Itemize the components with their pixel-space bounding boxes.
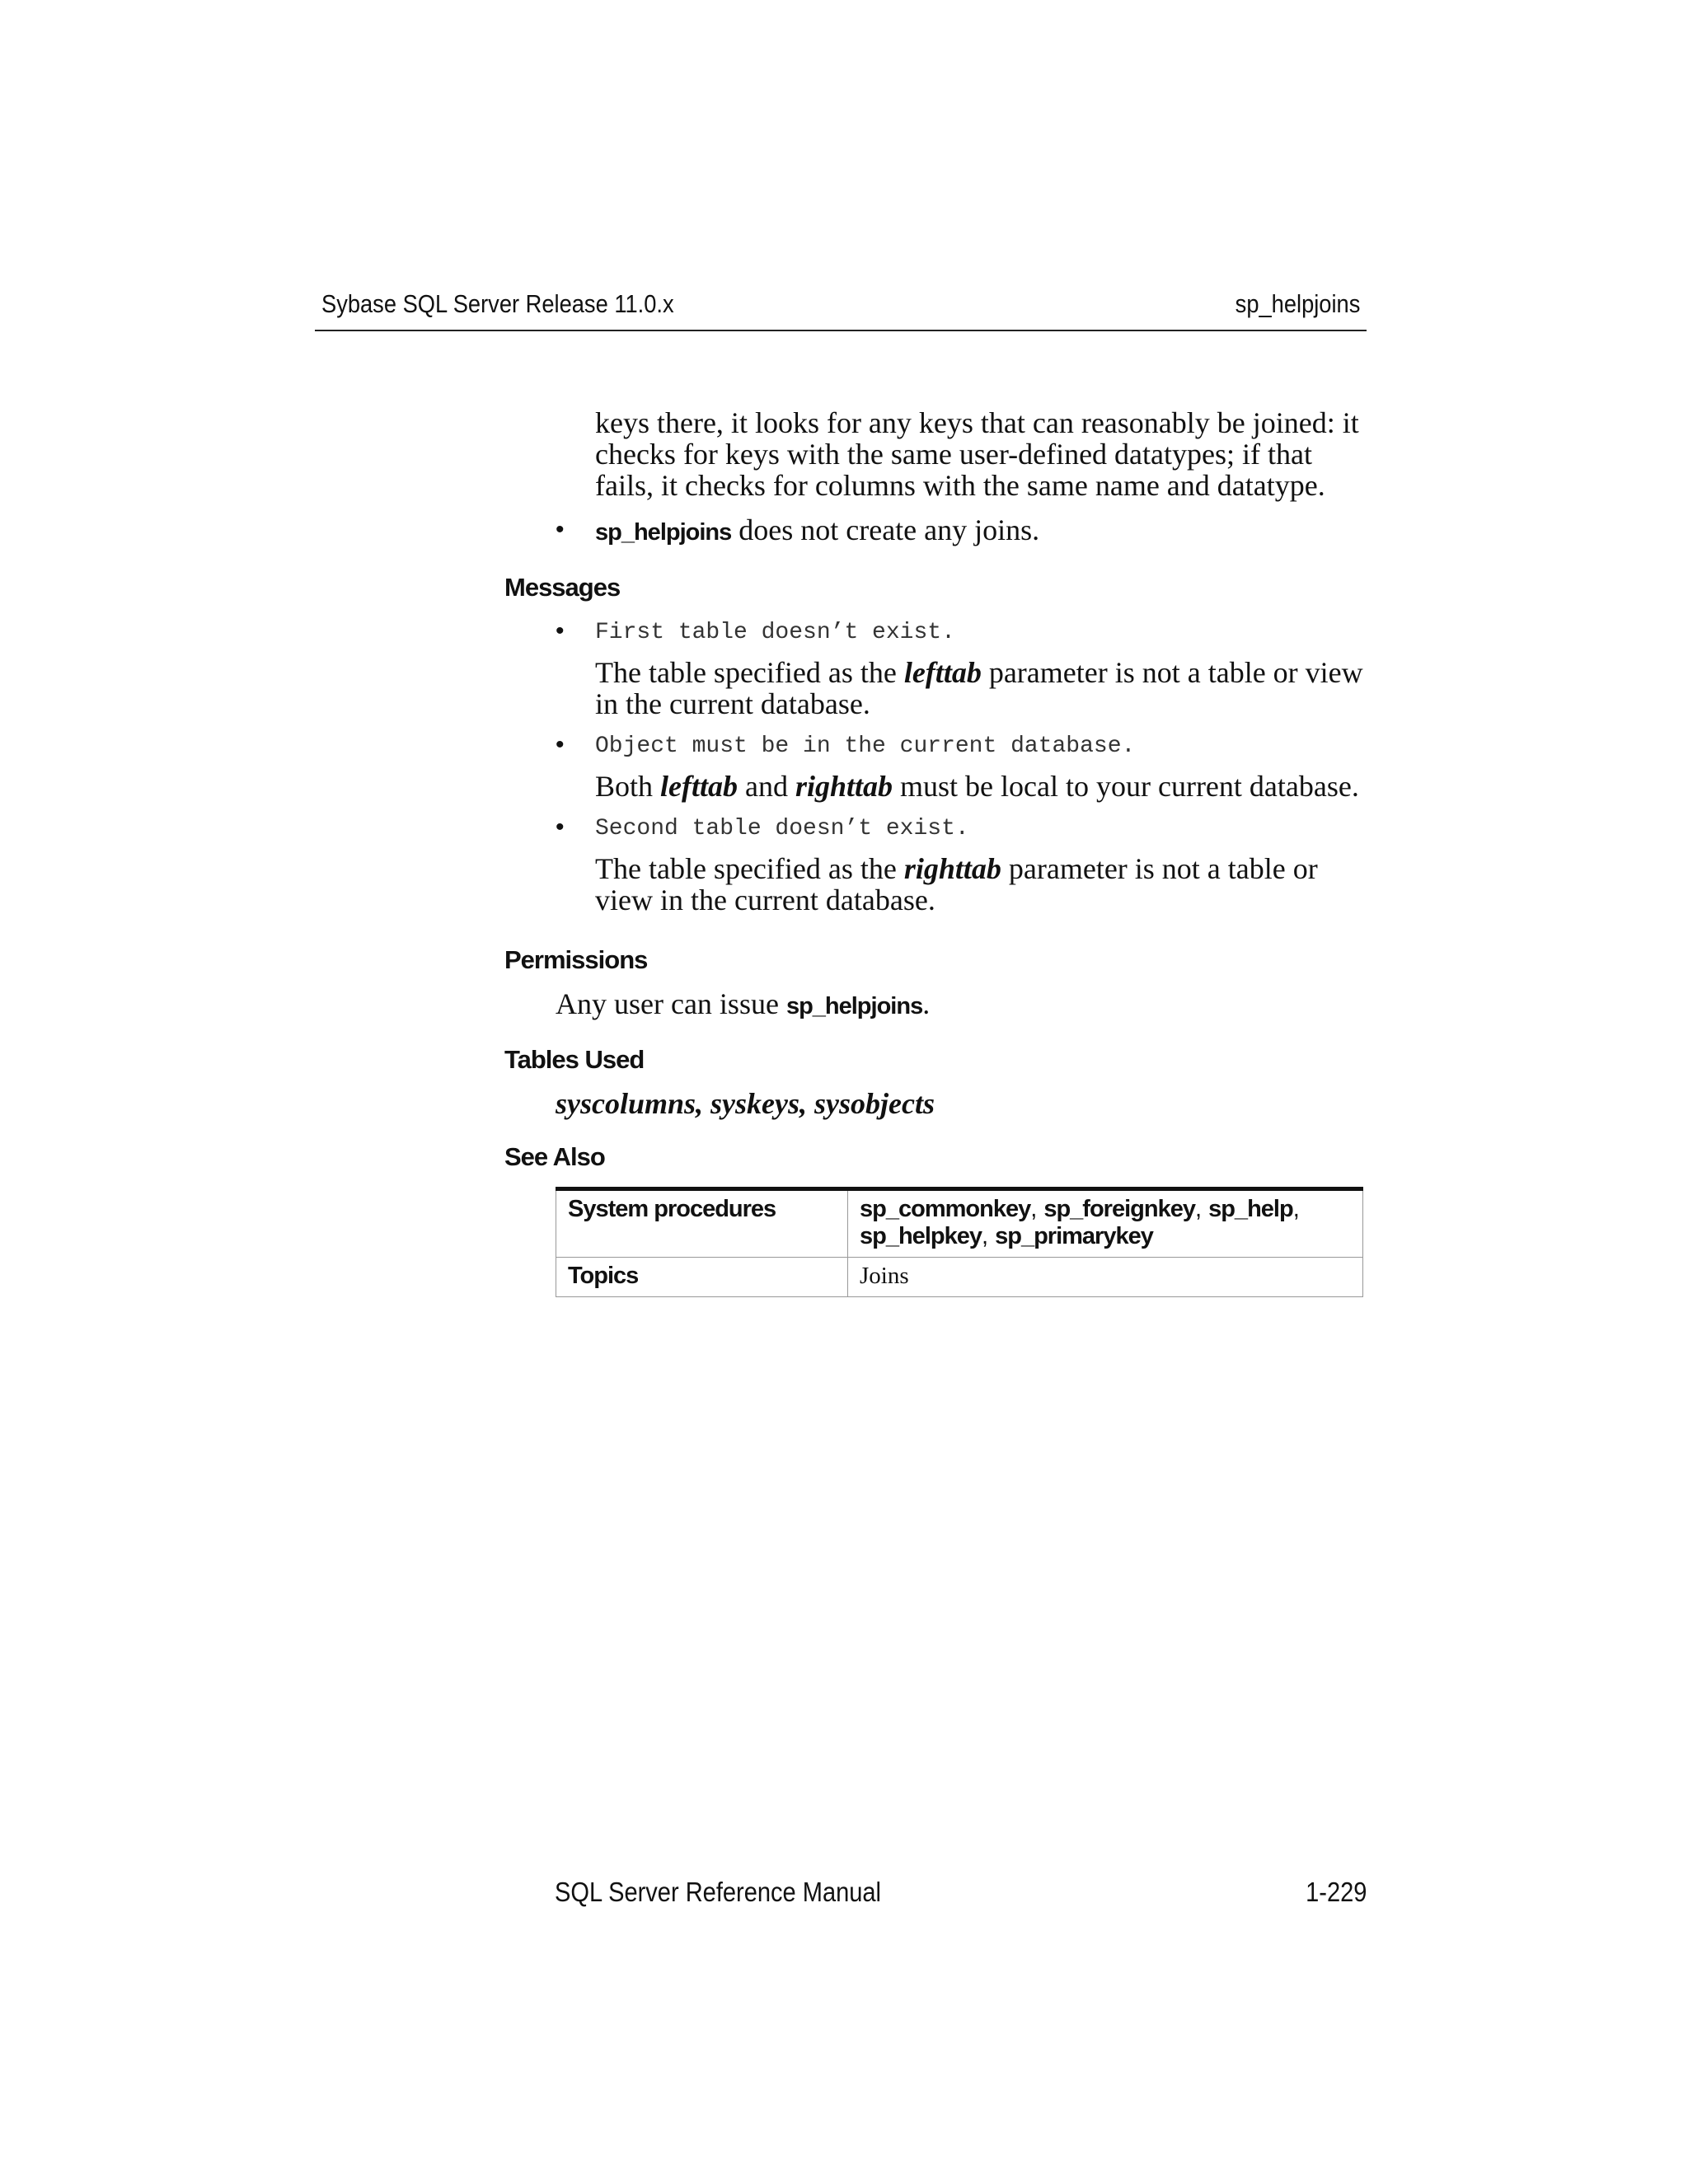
table-cell-label: Topics: [556, 1258, 848, 1297]
see-also-link[interactable]: sp_help: [1208, 1196, 1293, 1222]
table-cell-value: [848, 1258, 1363, 1297]
message-item: [504, 729, 1370, 802]
see-also-heading: See Also: [504, 1142, 605, 1171]
table-row: [556, 1258, 1363, 1297]
message-code: • Object must be in the current database.: [556, 731, 1136, 759]
table-cell-label: System procedures: [556, 1189, 848, 1258]
bullet-icon: •: [556, 813, 565, 841]
see-also-link[interactable]: sp_primarykey: [995, 1223, 1153, 1249]
see-also-link[interactable]: sp_helpkey: [860, 1223, 982, 1249]
message-description: Both lefttab and righttab must be local to your current database.: [595, 770, 1359, 803]
table-row: [556, 1189, 1363, 1258]
header-procedure-name: sp_helpjoins: [1235, 289, 1360, 318]
see-also-link[interactable]: sp_foreignkey: [1043, 1196, 1195, 1222]
parameter-name: lefttab: [903, 656, 982, 689]
tables-used-list: syscolumns, syskeys, sysobjects: [556, 1087, 935, 1120]
page-number: 1-229: [1305, 1877, 1367, 1907]
message-item: [504, 616, 1370, 719]
page-body: [504, 407, 1370, 1297]
parameter-name: righttab: [903, 852, 1001, 885]
tables-used-heading: Tables Used: [504, 1045, 645, 1074]
message-item: [504, 812, 1370, 916]
see-also-link[interactable]: Joins: [860, 1263, 909, 1289]
permissions-text: Any user can issue sp_helpjoins.: [556, 987, 931, 1020]
intro-bullet: [556, 513, 1370, 548]
running-header: [315, 287, 1367, 331]
parameter-name: righttab: [795, 770, 893, 803]
see-also-table: [556, 1187, 1363, 1297]
message-code: • Second table doesn’t exist.: [556, 813, 969, 841]
bullet-icon: •: [556, 731, 565, 758]
bullet-text: does not create any joins.: [731, 513, 1040, 546]
header-manual-title: Sybase SQL Server Release 11.0.x: [321, 289, 674, 318]
message-description: The table specified as the righttab parameter is not a table or view in the current database.: [595, 852, 1318, 916]
procedure-name: sp_helpjoins: [785, 993, 923, 1019]
permissions-heading: Permissions: [504, 945, 648, 974]
message-code: • First table doesn’t exist.: [556, 617, 955, 645]
bullet-icon: •: [556, 617, 565, 644]
messages-heading: Messages: [504, 573, 621, 602]
procedure-name: sp_helpjoins: [595, 519, 732, 546]
message-description: The table specified as the lefttab parameter is not a table or view in the current database.: [595, 656, 1363, 720]
table-cell-value: sp_commonkey, sp_foreignkey, sp_help, sp_helpkey, sp_primarykey: [848, 1189, 1363, 1258]
intro-continuation: keys there, it looks for any keys that can reasonably be joined: it checks for keys with the same user-defined datatypes; if that fails, it checks for columns with the same name and datatype.: [595, 406, 1359, 502]
footer-manual-title: SQL Server Reference Manual: [555, 1877, 881, 1907]
see-also-link[interactable]: sp_commonkey: [860, 1196, 1031, 1222]
parameter-name: lefttab: [660, 770, 738, 803]
bullet-icon: •: [556, 516, 565, 543]
